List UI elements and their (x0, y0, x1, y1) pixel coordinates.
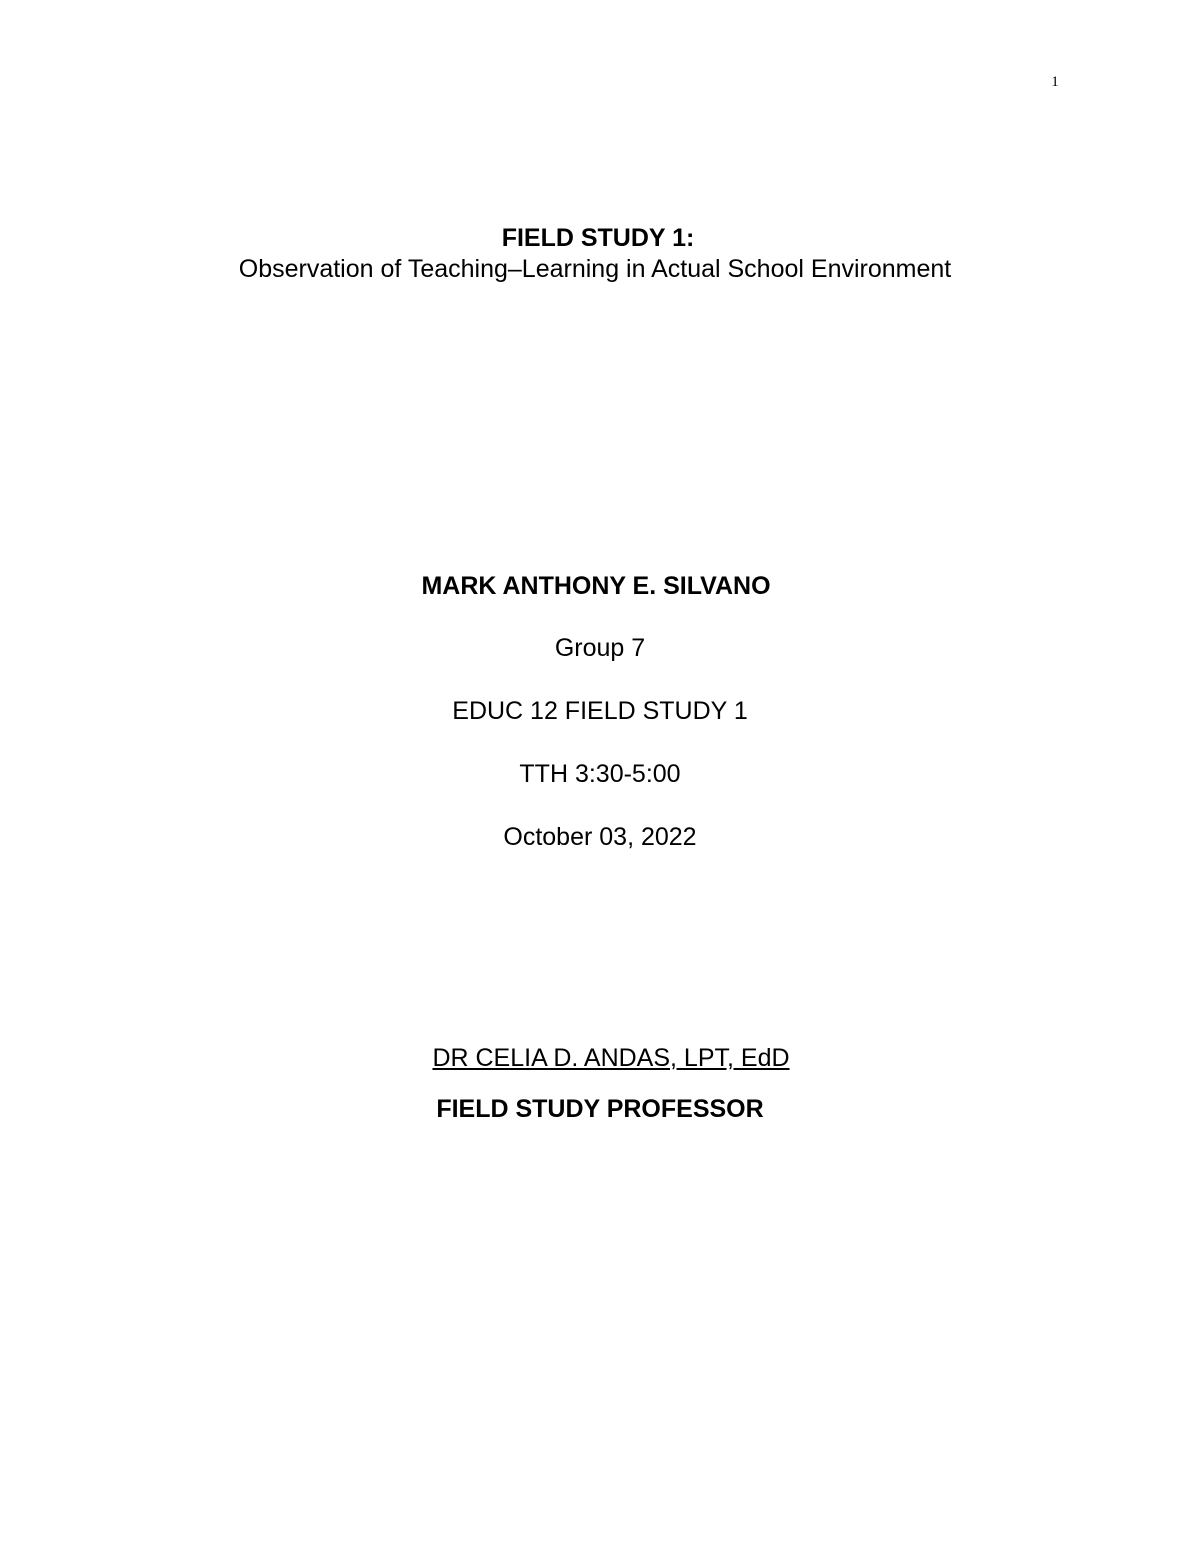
professor-line (11, 1044, 1200, 1073)
author-name: MARK ANTHONY E. SILVANO (421, 572, 771, 600)
schedule-label: TTH 3:30-5:00 (519, 760, 681, 788)
professor-name: DR CELIA D. ANDAS, LPT, EdD (432, 1044, 790, 1072)
page-number: 1 (1051, 74, 1059, 90)
group-label: Group 7 (554, 634, 646, 662)
document-subtitle: Observation of Teaching–Learning in Actual School Environment (238, 255, 952, 283)
document-title: FIELD STUDY 1: (501, 224, 695, 252)
professor-role: FIELD STUDY PROFESSOR (436, 1095, 764, 1123)
date-label: October 03, 2022 (503, 823, 697, 851)
course-label: EDUC 12 FIELD STUDY 1 (452, 697, 748, 725)
